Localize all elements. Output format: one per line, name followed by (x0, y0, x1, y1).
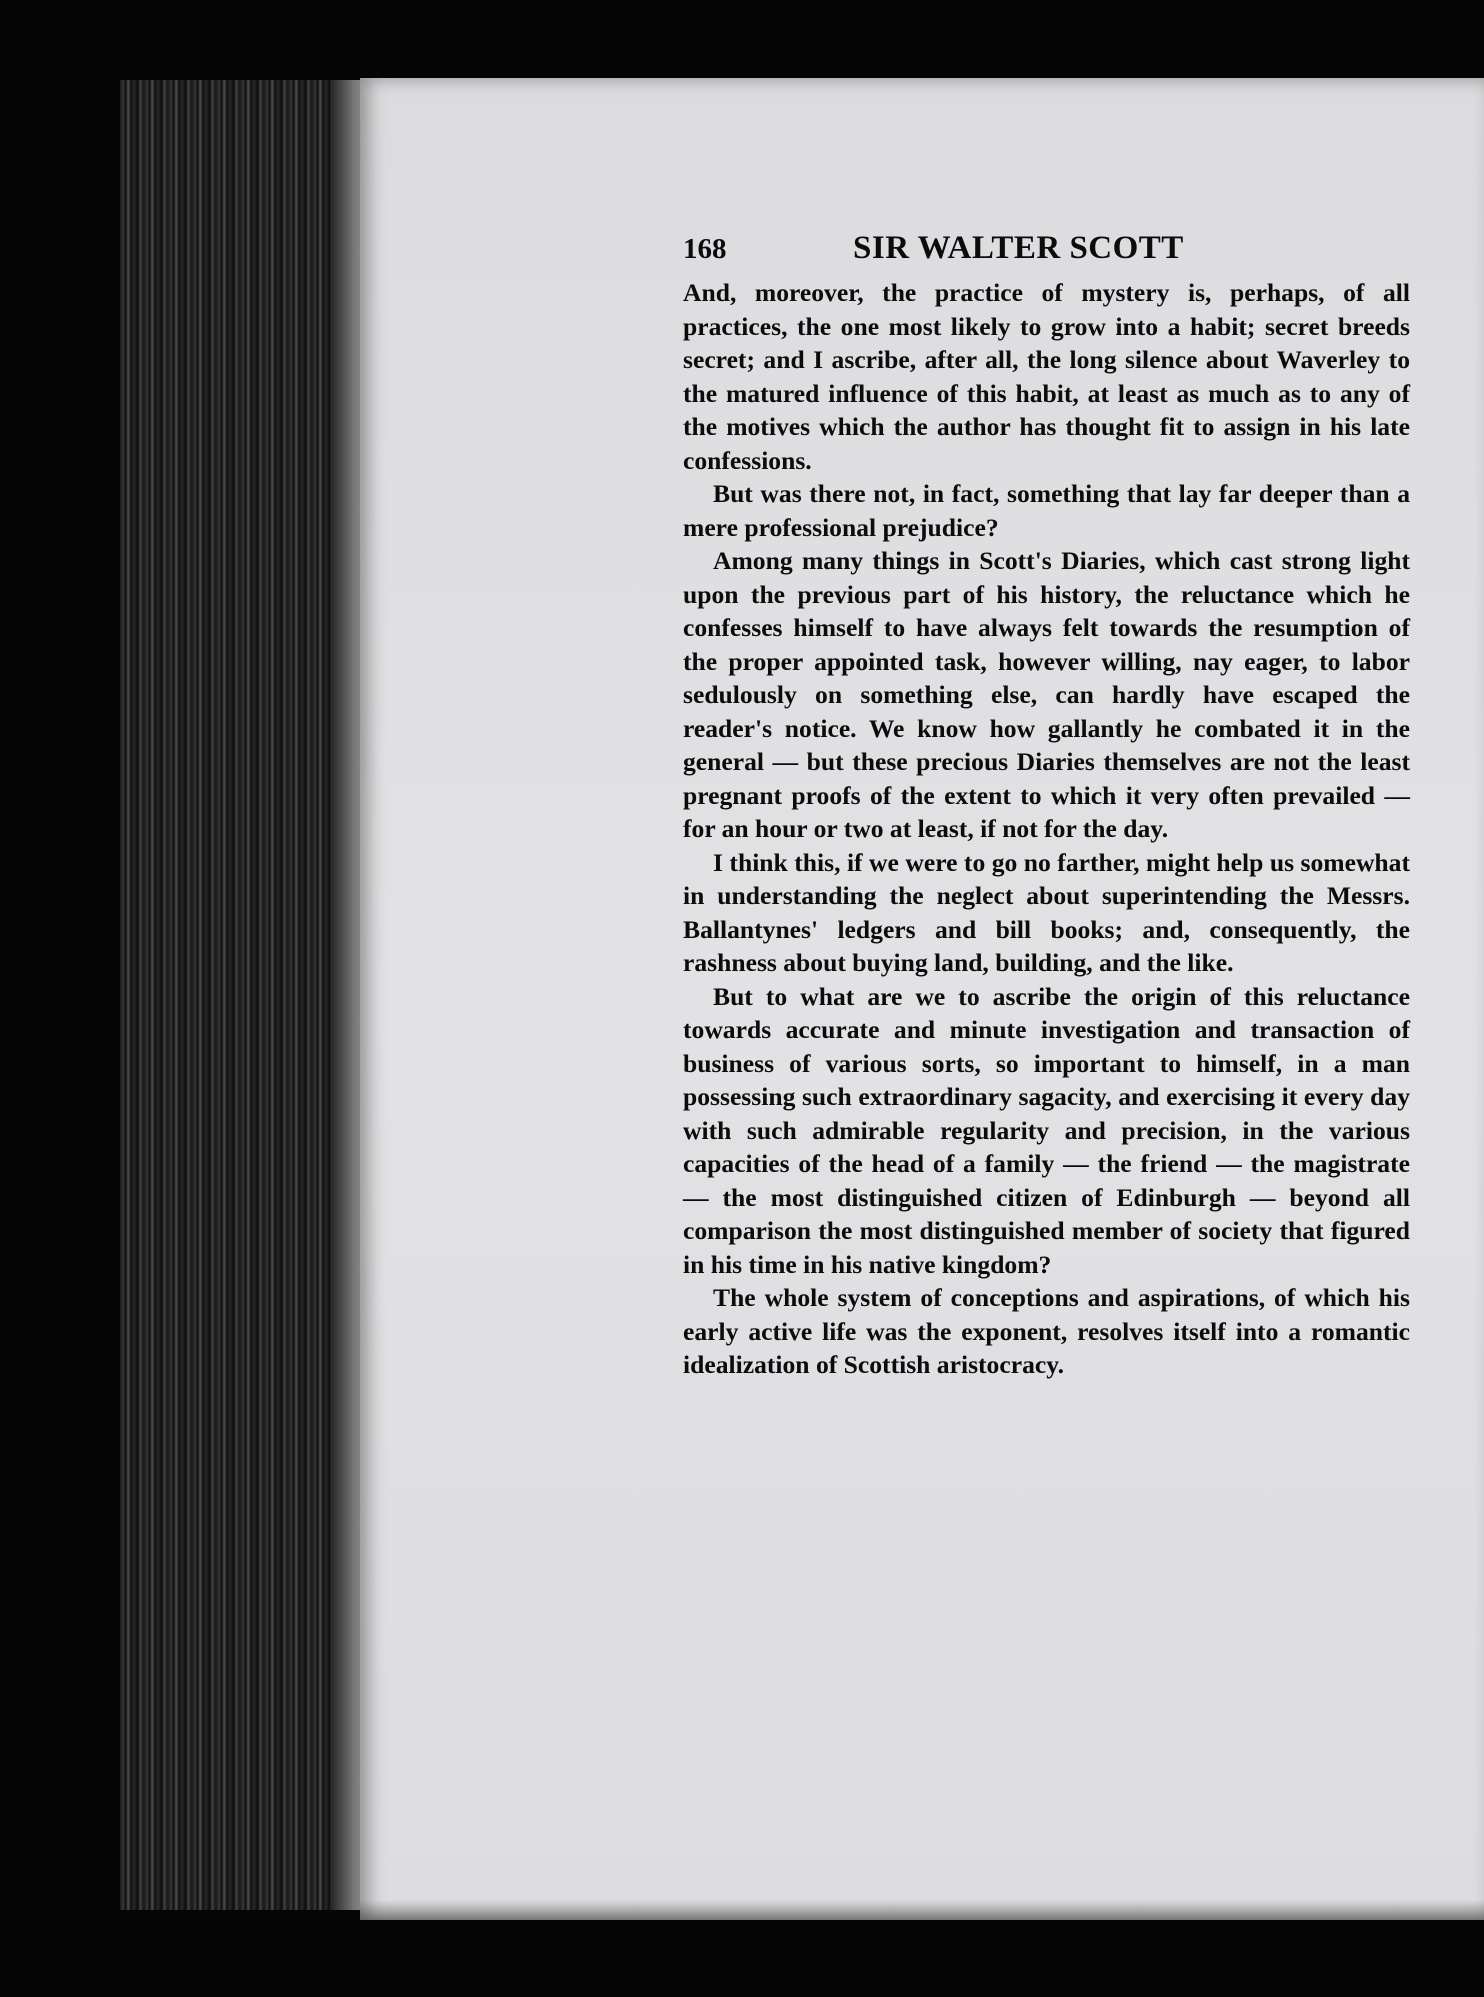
running-title: SIR WALTER SCOTT (853, 230, 1184, 266)
paragraph-3: Among many things in Scott's Diaries, which cast strong light upon the previous part of his history, the reluctance which he confesses himself to have always felt towards the resumption of the proper appointed task, however willing, nay eager, to labor sedulously on something else, can hardly have escaped the reader's notice. We know how gallantly he combated it in the general — but these precious Diaries themselves are not the least pregnant proofs of the extent to which it very often prevailed — for an hour or two at least, if not for the day. (683, 546, 1410, 843)
paragraph-6: The whole system of conceptions and aspirations, of which his early active life was the exponent, resolves itself into a romantic idealization of Scottish aristocracy. (683, 1283, 1410, 1379)
paragraph-5: But to what are we to ascribe the origin of this reluctance towards accurate and minute investigation and transaction of business of various sorts, so important to himself, in a man possessing such extraordinary sagacity, and exercising it every day with such admirable regularity and precision, in the various capacities of the head of a family — the friend — the magistrate — the most distinguished citizen of Edinburgh — beyond all comparison the most distinguished member of society that figured in his time in his native kingdom? (683, 981, 1410, 1279)
paragraph-4: I think this, if we were to go no farther, might help us somewhat in understanding the neglect about superintending the Messrs. Ballantynes' ledgers and bill books; and, consequently, the rashness about buying land, building, and the like. (683, 847, 1410, 977)
page-text (683, 232, 1410, 1382)
running-head (683, 232, 1410, 282)
paragraph-1: And, moreover, the practice of mystery is, perhaps, of all practices, the one most likely to grow into a habit; secret breeds secret; and I ascribe, after all, the long silence about Waverley to the matured influence of this habit, at least as much as to any of the motives which the author has thought fit to assign in his late confessions. (683, 278, 1410, 475)
page-number: 168 (683, 233, 727, 265)
paragraph-2: But was there not, in fact, something that lay far deeper than a mere professional prejudice? (683, 479, 1410, 542)
page-bottom-edge (360, 1900, 1484, 1920)
